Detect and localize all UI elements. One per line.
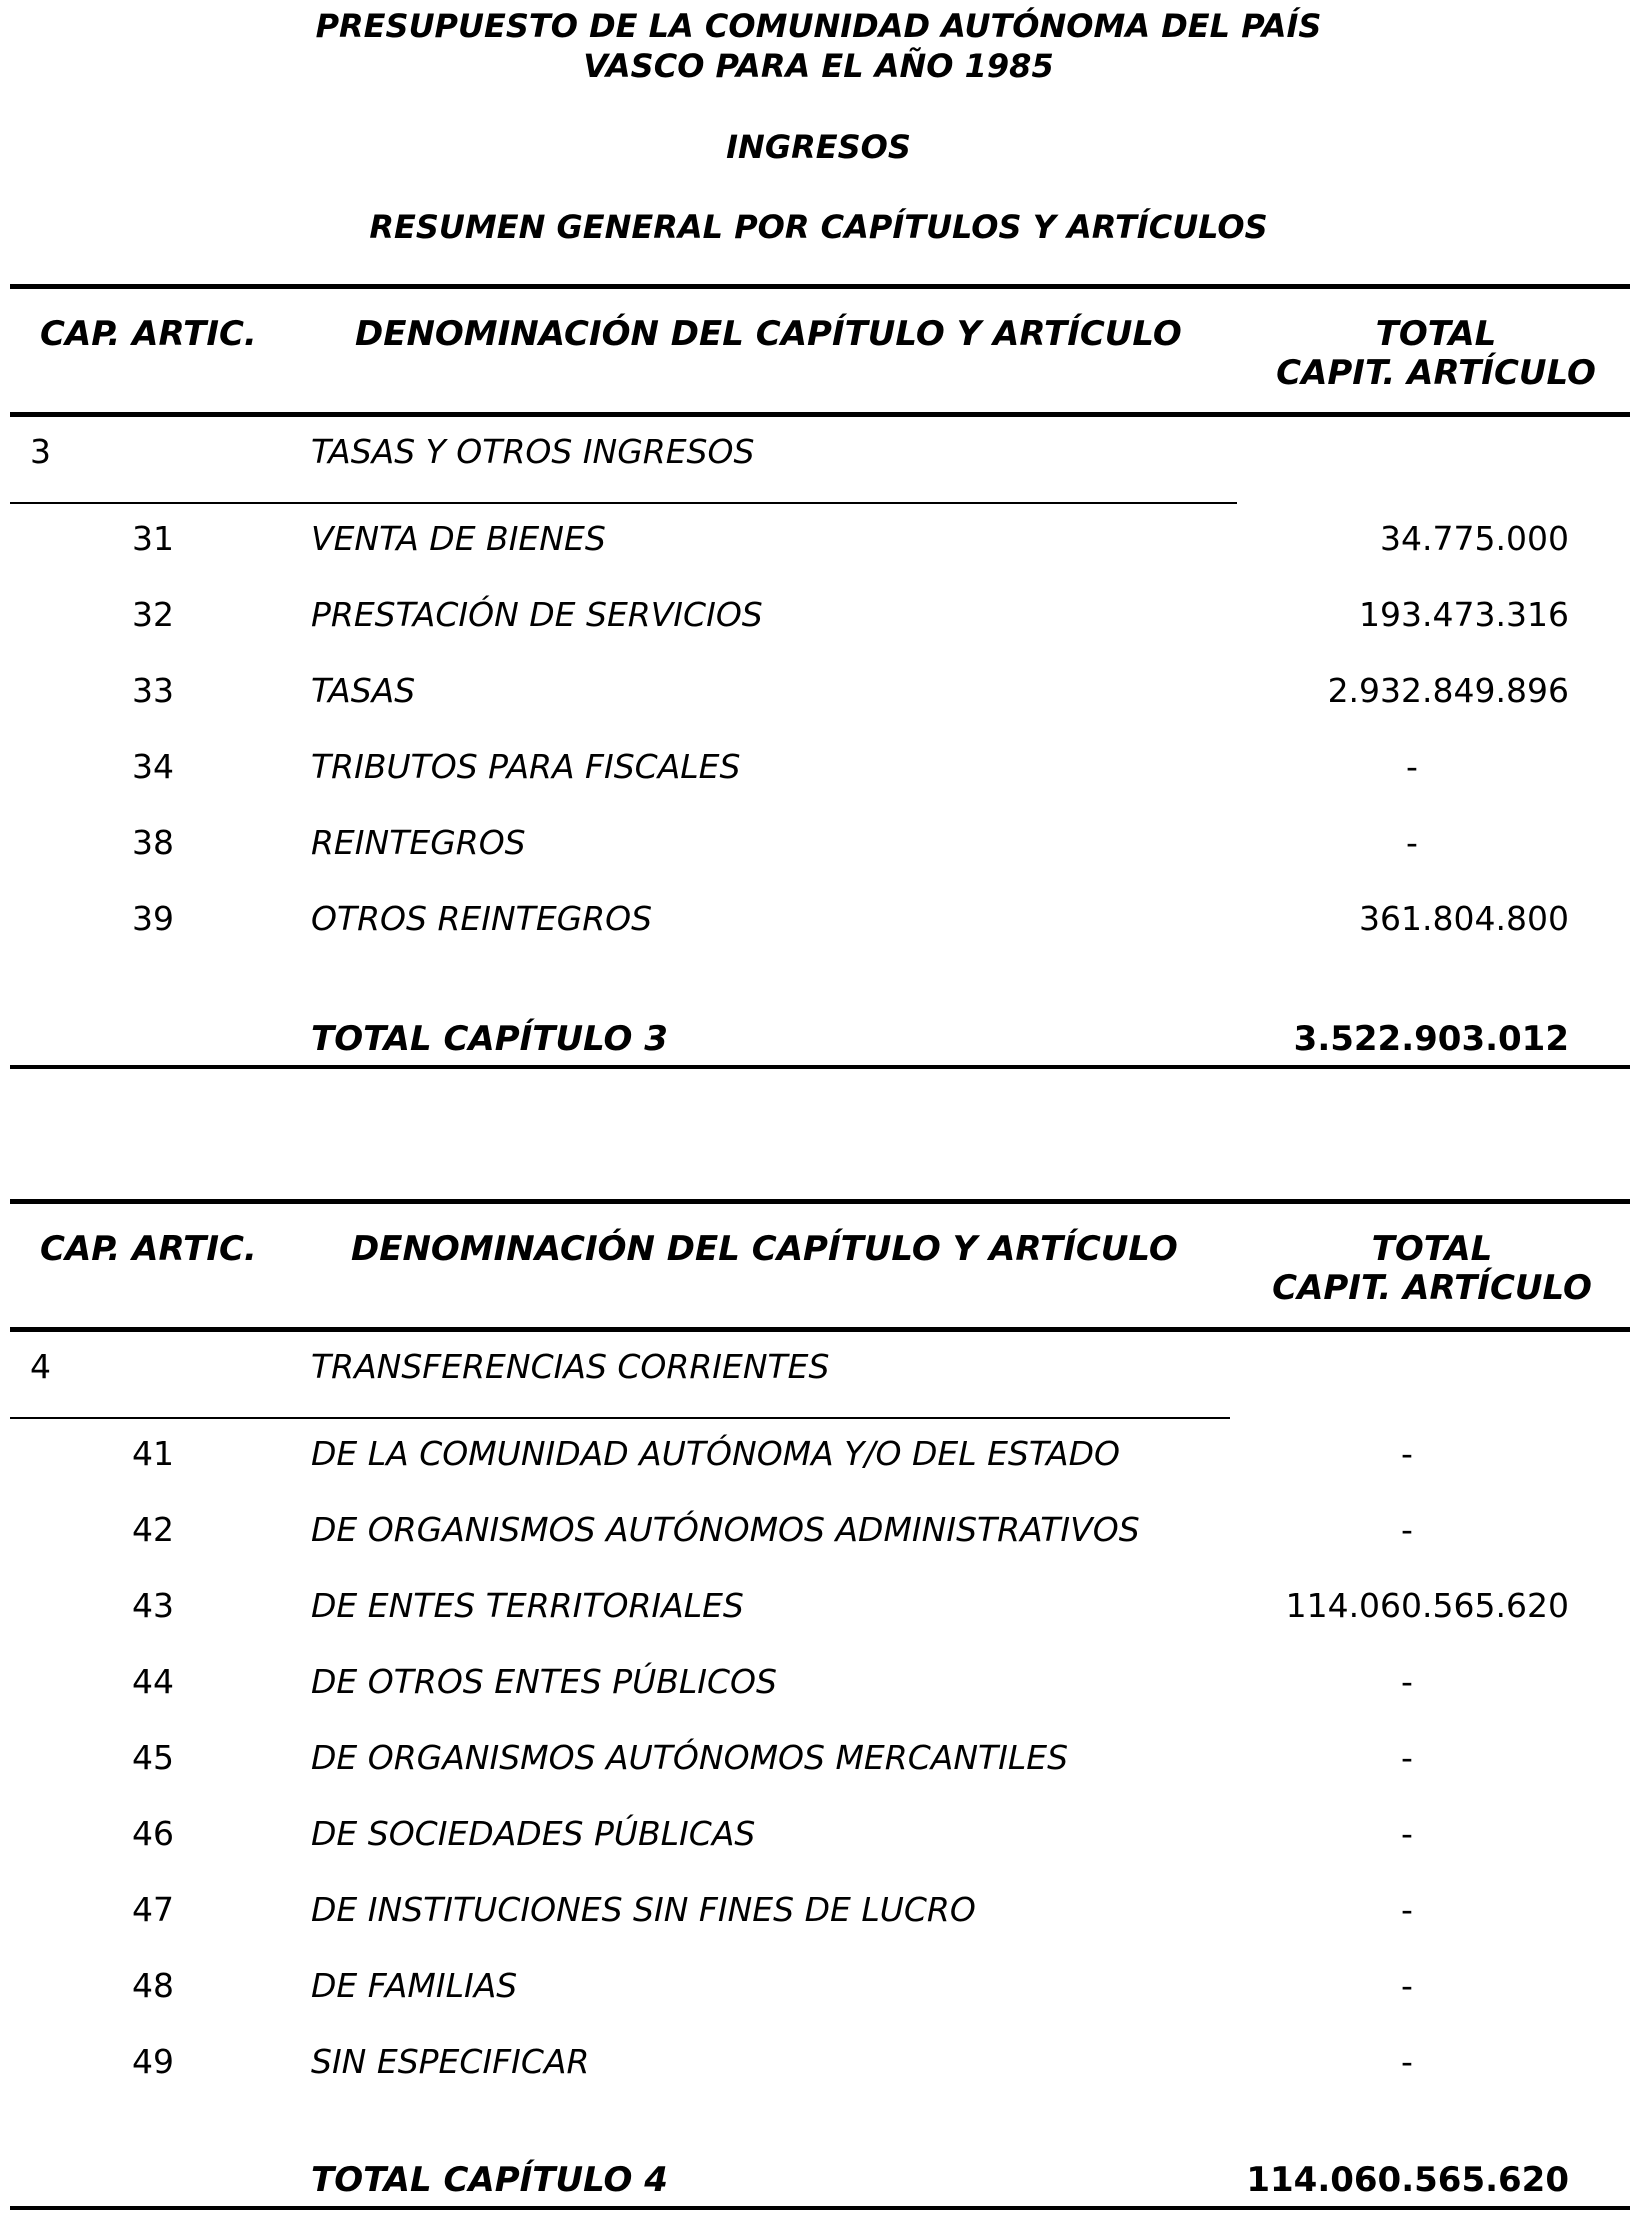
article-name: DE ENTES TERRITORIALES [311, 1586, 744, 1625]
header-total-line2: CAPIT. ARTÍCULO [1276, 353, 1596, 393]
article-number: 39 [132, 899, 174, 938]
article-number: 42 [132, 1510, 174, 1549]
article-value: - [1401, 1510, 1413, 1549]
document-title-line1: PRESUPUESTO DE LA COMUNIDAD AUTÓNOMA DEL PAÍS [315, 7, 1322, 45]
chapter-separator [10, 502, 1237, 504]
article-value: 361.804.800 [1359, 899, 1569, 938]
article-number: 49 [132, 2042, 174, 2081]
article-name: SIN ESPECIFICAR [311, 2042, 590, 2081]
article-name: OTROS REINTEGROS [311, 899, 653, 938]
article-value: 34.775.000 [1380, 519, 1569, 558]
article-value: - [1401, 1738, 1413, 1777]
table-top-rule [10, 284, 1630, 289]
header-denominacion: DENOMINACIÓN DEL CAPÍTULO Y ARTÍCULO [351, 1229, 1178, 1269]
article-number: 44 [132, 1662, 174, 1701]
article-name: TRIBUTOS PARA FISCALES [311, 747, 741, 786]
article-number: 32 [132, 595, 174, 634]
article-name: VENTA DE BIENES [311, 519, 606, 558]
article-name: DE ORGANISMOS AUTÓNOMOS ADMINISTRATIVOS [311, 1510, 1140, 1549]
chapter-name: TASAS Y OTROS INGRESOS [311, 432, 755, 471]
chapter-total-value: 3.522.903.012 [1293, 1019, 1569, 1059]
header-cap-artic: CAP. ARTIC. [40, 314, 257, 354]
article-name: DE SOCIEDADES PÚBLICAS [311, 1814, 756, 1853]
article-value: - [1401, 1966, 1413, 2005]
header-bottom-rule [10, 1327, 1630, 1332]
document-subtitle: INGRESOS [726, 128, 911, 166]
article-name: DE INSTITUCIONES SIN FINES DE LUCRO [311, 1890, 976, 1929]
article-name: DE OTROS ENTES PÚBLICOS [311, 1662, 777, 1701]
table-bottom-rule [10, 1065, 1630, 1069]
header-denominacion: DENOMINACIÓN DEL CAPÍTULO Y ARTÍCULO [355, 314, 1182, 354]
header-total-line1: TOTAL [1371, 1229, 1493, 1269]
document-heading: RESUMEN GENERAL POR CAPÍTULOS Y ARTÍCULOS [369, 208, 1268, 246]
article-value: - [1406, 747, 1418, 786]
article-value: - [1401, 1434, 1413, 1473]
article-name: DE FAMILIAS [311, 1966, 518, 2005]
article-number: 34 [132, 747, 174, 786]
chapter-total-label: TOTAL CAPÍTULO 3 [311, 1019, 668, 1059]
article-value: - [1401, 1814, 1413, 1853]
article-number: 31 [132, 519, 174, 558]
chapter-number: 3 [30, 432, 51, 471]
table-top-rule [10, 1199, 1630, 1204]
chapter-total-label: TOTAL CAPÍTULO 4 [311, 2160, 668, 2200]
article-number: 45 [132, 1738, 174, 1777]
article-number: 41 [132, 1434, 174, 1473]
article-number: 43 [132, 1586, 174, 1625]
header-total-line1: TOTAL [1375, 314, 1497, 354]
article-value: 2.932.849.896 [1327, 671, 1569, 710]
article-name: DE ORGANISMOS AUTÓNOMOS MERCANTILES [311, 1738, 1069, 1777]
chapter-number: 4 [30, 1347, 51, 1386]
article-name: DE LA COMUNIDAD AUTÓNOMA Y/O DEL ESTADO [311, 1434, 1120, 1473]
article-name: TASAS [311, 671, 416, 710]
header-total-line2: CAPIT. ARTÍCULO [1272, 1268, 1592, 1308]
article-name: PRESTACIÓN DE SERVICIOS [311, 595, 763, 634]
header-cap-artic: CAP. ARTIC. [40, 1229, 257, 1269]
article-number: 46 [132, 1814, 174, 1853]
article-number: 38 [132, 823, 174, 862]
article-number: 47 [132, 1890, 174, 1929]
article-value: - [1406, 823, 1418, 862]
document-title-line2: VASCO PARA EL AÑO 1985 [583, 47, 1054, 85]
article-value: - [1401, 1890, 1413, 1929]
article-value: - [1401, 1662, 1413, 1701]
chapter-separator [10, 1417, 1230, 1419]
article-value: 114.060.565.620 [1285, 1586, 1569, 1625]
article-value: 193.473.316 [1359, 595, 1569, 634]
article-name: REINTEGROS [311, 823, 526, 862]
article-number: 48 [132, 1966, 174, 2005]
article-number: 33 [132, 671, 174, 710]
table-bottom-rule [10, 2206, 1630, 2210]
article-value: - [1401, 2042, 1413, 2081]
chapter-name: TRANSFERENCIAS CORRIENTES [311, 1347, 830, 1386]
header-bottom-rule [10, 412, 1630, 417]
chapter-total-value: 114.060.565.620 [1246, 2160, 1569, 2200]
